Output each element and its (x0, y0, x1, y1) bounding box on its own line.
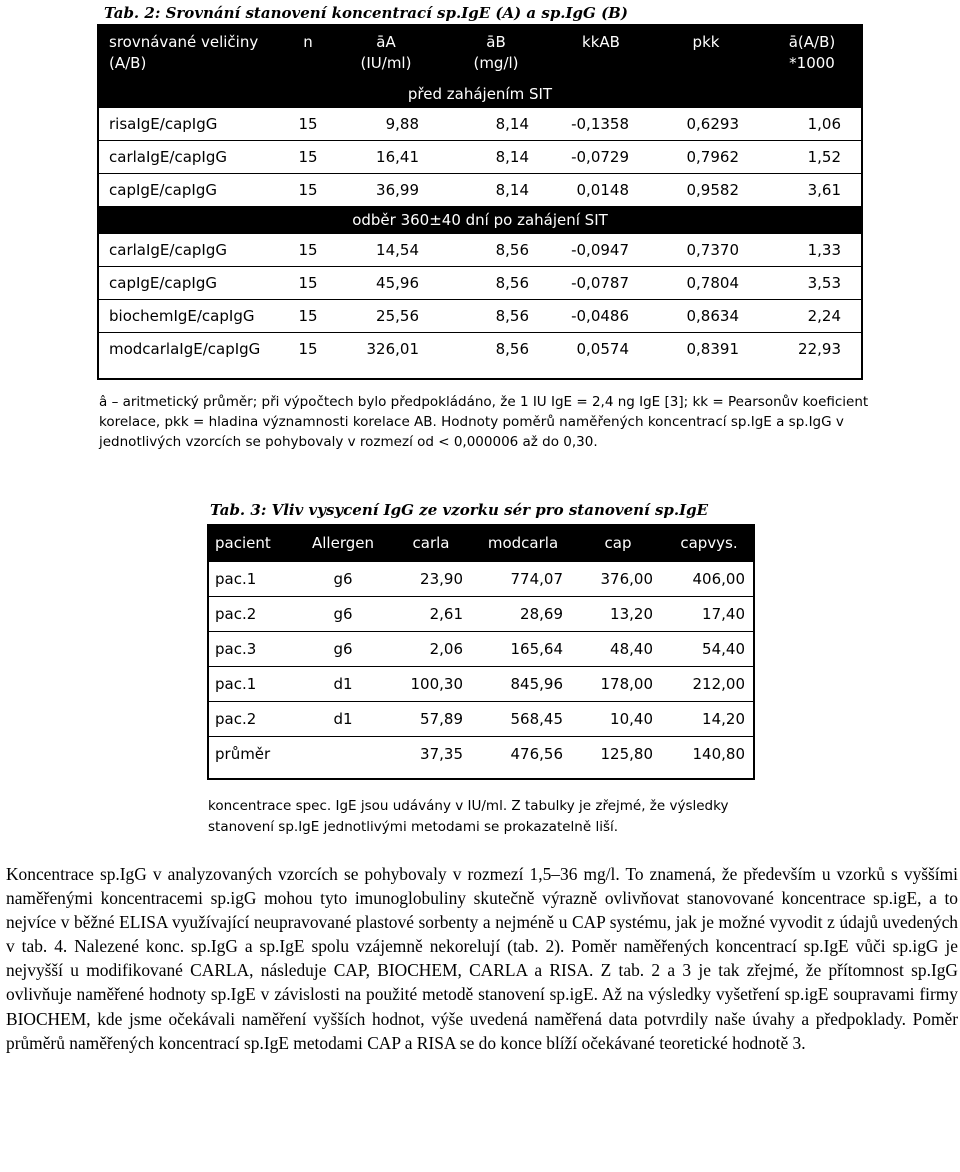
table-cell: -0,0787 (551, 267, 651, 300)
table3-header: cap (573, 524, 663, 562)
table-cell: 140,80 (663, 737, 755, 772)
table-cell: 8,56 (441, 333, 551, 366)
table-cell: 16,41 (331, 141, 441, 174)
table3-note: koncentrace spec. IgE jsou udávány v IU/ml. Z tabulky je zřejmé, že výsledky stanovení sp.IgE jednotlivými metodami se prokazatelně liší. (208, 798, 729, 835)
table-cell: 15 (285, 141, 331, 174)
table-cell: 13,20 (573, 597, 663, 632)
table-cell: 125,80 (573, 737, 663, 772)
table-cell: 1,06 (807, 115, 841, 133)
table-cell (297, 737, 389, 772)
table-cell: 0,0574 (551, 333, 651, 366)
table-cell: pac.2 (207, 702, 297, 737)
table-row (97, 141, 863, 174)
table-cell: pac.1 (215, 570, 257, 588)
table-cell: pac.1 (207, 667, 297, 702)
table2-header: n (285, 24, 331, 80)
table2-header: srovnávané veličiny (A/B) (97, 24, 285, 80)
table-cell: d1 (297, 702, 389, 737)
table-cell: 0,6293 (686, 115, 739, 133)
table-cell: 14,54 (376, 241, 419, 259)
table2-header-row (97, 24, 863, 80)
table-cell: 0,7370 (686, 241, 739, 259)
table-cell: 10,40 (573, 702, 663, 737)
table-cell: 326,01 (331, 333, 441, 366)
table-cell: 0,7804 (651, 267, 761, 300)
table-cell: 15 (298, 241, 318, 259)
table-cell: 476,56 (473, 737, 573, 772)
table-cell: 100,30 (389, 667, 473, 702)
table-cell: 8,56 (495, 241, 529, 259)
table2-group-row (97, 80, 863, 108)
table3-header: modcarla (473, 524, 573, 562)
body-paragraph: Koncentrace sp.IgG v analyzovaných vzorcích se pohybovaly v rozmezí 1,5–36 mg/l. To znamená, že především u vzorků s vyššími naměřenými koncentracemi sp.igG mohou tyto imunoglobuliny skutečně výrazně ovlivňovat stanovované koncentrace sp.igE, a to nejvíce v běžné ELISA využívající neupravované plastové sorbenty a nejméně u CAP systému, jak je možné vyvodit z údajů uvedených v tab. 4. Nalezené konc. sp.IgG a sp.IgE spolu vzájemně nekorelují (tab. 2). Poměr naměřených koncentrací sp.IgE vůči sp.igG je nejvyšší u modifikované CARLA, následuje CAP, BIOCHEM, CARLA a RISA. Z tab. 2 a 3 je tak zřejmé, že přítomnost sp.IgG ovlivňuje naměřené hodnoty sp.IgE v závislosti na použité metodě stanovení sp.igE. Až na výsledky vyšetření sp.igE soupravami firmy BIOCHEM, kde jsme očekávali naměření vyšších hodnot, výše uvedená naměřená data potvrdily naše úvahy a předpoklady. Poměr průměrů naměřených koncentrací sp.IgE metodami CAP a RISA se do konce blíží očekávané teoretické hodnotě 3. (6, 864, 958, 1053)
table3-title: Tab. 3: Vliv vysycení IgG ze vzorku sér pro stanovení sp.IgE (210, 501, 709, 519)
table-cell: capIgE/capIgG (97, 174, 285, 207)
table2-header: ā(A/B) *1000 (761, 24, 863, 80)
table-cell: d1 (297, 667, 389, 702)
table-cell: 8,56 (441, 267, 551, 300)
table-cell: 0,0148 (551, 174, 651, 207)
table-cell: 25,56 (331, 300, 441, 333)
table-cell: 54,40 (663, 632, 755, 667)
table-cell: 1,33 (807, 241, 841, 259)
table-cell: 3,53 (761, 267, 863, 300)
table-cell: pac.3 (207, 632, 297, 667)
table-cell: 212,00 (663, 667, 755, 702)
table2-group-label: před zahájením SIT (97, 80, 863, 108)
table-cell: 3,61 (761, 174, 863, 207)
table-cell: 0,8634 (651, 300, 761, 333)
table2-header: āB (mg/l) (441, 24, 551, 80)
table-cell: biochemIgE/capIgG (97, 300, 285, 333)
table-cell: 48,40 (573, 632, 663, 667)
table-row (97, 333, 863, 366)
table-cell: 37,35 (389, 737, 473, 772)
table2-body-1 (97, 108, 863, 206)
table-row (97, 108, 863, 141)
table-row (207, 702, 755, 737)
table-cell: 15 (285, 174, 331, 207)
table3-header: pacient (207, 524, 297, 562)
table-cell: 2,24 (761, 300, 863, 333)
table2-header: kkAB (551, 24, 651, 80)
table-cell: 8,14 (495, 115, 529, 133)
table-cell: g6 (297, 632, 389, 667)
table-cell: 17,40 (663, 597, 755, 632)
table2-title: Tab. 2: Srovnání stanovení koncentrací sp.IgE (A) a sp.IgG (B) (104, 4, 628, 22)
table-row (207, 737, 755, 772)
table-cell: 14,20 (663, 702, 755, 737)
table-cell: carlaIgE/capIgG (109, 241, 227, 259)
table-cell: 1,52 (761, 141, 863, 174)
table-row (97, 234, 863, 267)
table-cell: 406,00 (692, 570, 745, 588)
table-cell: 0,8391 (651, 333, 761, 366)
table-row (97, 267, 863, 300)
table-cell: -0,0729 (551, 141, 651, 174)
table2-body-2 (97, 234, 863, 365)
table-cell: 774,07 (510, 570, 563, 588)
table-cell: 15 (285, 300, 331, 333)
table-cell: -0,1358 (571, 115, 629, 133)
table-cell: 2,61 (389, 597, 473, 632)
table3 (207, 524, 755, 771)
table-cell: 15 (298, 115, 318, 133)
table-row (207, 562, 755, 597)
table-cell: modcarlaIgE/capIgG (97, 333, 285, 366)
table-cell: 22,93 (761, 333, 863, 366)
table-cell: 15 (285, 267, 331, 300)
table-cell: průměr (207, 737, 297, 772)
table-cell: 15 (285, 333, 331, 366)
table-cell: -0,0947 (571, 241, 629, 259)
table3-header-row (207, 524, 755, 562)
table-cell: 23,90 (420, 570, 463, 588)
table-cell: 0,7962 (651, 141, 761, 174)
table-cell: 36,99 (331, 174, 441, 207)
table-row (97, 300, 863, 333)
table-cell: 0,9582 (651, 174, 761, 207)
table-cell: 178,00 (573, 667, 663, 702)
table-cell: 28,69 (473, 597, 573, 632)
table-cell: 2,06 (389, 632, 473, 667)
table-cell: 845,96 (473, 667, 573, 702)
table-row (207, 632, 755, 667)
table-row (207, 667, 755, 702)
table2-note: â – aritmetický průměr; při výpočtech bylo předpokládáno, že 1 IU IgE = 2,4 ng IgE [3]; kk = Pearsonův koeficient korelace, pkk = hladina významnosti korelace AB. Hodnoty poměrů naměřených koncentrací sp.IgE a sp.IgG v jednotlivých vzorcích se pohybovaly v rozmezí od < 0,000006 až do 0,30. (99, 394, 869, 450)
table2-header: pkk (651, 24, 761, 80)
table3-body (207, 562, 755, 771)
table-cell: 8,56 (441, 300, 551, 333)
table3-header: capvys. (663, 524, 755, 562)
table-cell: 8,14 (441, 174, 551, 207)
table3-header: Allergen (297, 524, 389, 562)
table3-header: carla (389, 524, 473, 562)
table2 (97, 24, 863, 365)
table-cell: -0,0486 (551, 300, 651, 333)
table-cell: 165,64 (473, 632, 573, 667)
table-cell: pac.2 (207, 597, 297, 632)
table-cell: g6 (333, 570, 353, 588)
table-cell: 568,45 (473, 702, 573, 737)
table-cell: 376,00 (600, 570, 653, 588)
table-cell: 8,14 (441, 141, 551, 174)
table-cell: 9,88 (385, 115, 419, 133)
body-text (6, 862, 958, 1055)
table-cell: capIgE/capIgG (97, 267, 285, 300)
table-cell: g6 (297, 597, 389, 632)
table2-group-label: odběr 360±40 dní po zahájení SIT (97, 206, 863, 234)
table-cell: risaIgE/capIgG (109, 115, 218, 133)
table-row (97, 174, 863, 207)
table2-header: āA (IU/ml) (331, 24, 441, 80)
table-cell: 45,96 (331, 267, 441, 300)
table2-group-row (97, 206, 863, 234)
table-row (207, 597, 755, 632)
table-cell: carlaIgE/capIgG (97, 141, 285, 174)
table-cell: 57,89 (389, 702, 473, 737)
